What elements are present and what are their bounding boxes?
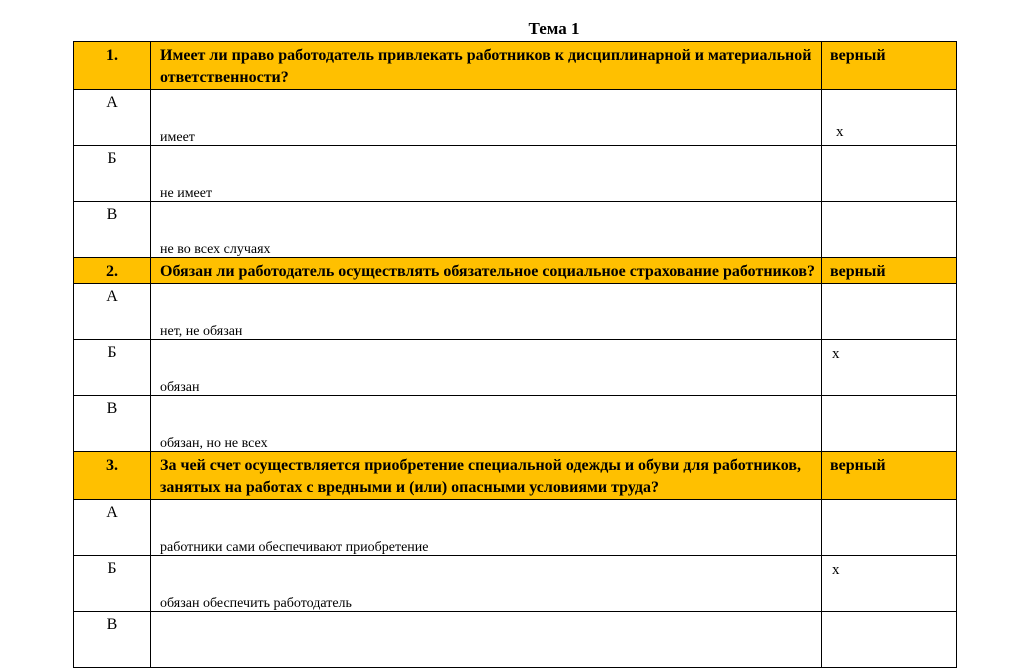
answer-cell (151, 90, 822, 146)
question-row-1 (74, 42, 957, 90)
answer-cell (151, 284, 822, 340)
answer-letter: А (74, 284, 151, 340)
answer-row (74, 556, 957, 612)
answer-letter: Б (74, 556, 151, 612)
question-number: 2. (74, 258, 151, 284)
correct-mark: х (832, 562, 840, 578)
answer-cell (151, 202, 822, 258)
answer-row (74, 500, 957, 556)
answer-mark-cell (822, 556, 957, 612)
correct-column-header: верный (822, 42, 957, 90)
answer-mark-cell (822, 146, 957, 202)
answer-row (74, 202, 957, 258)
answer-text: работники сами обеспечивают приобретение (160, 540, 429, 555)
answer-cell (151, 146, 822, 202)
answer-mark-cell (822, 396, 957, 452)
question-number: 3. (74, 452, 151, 500)
answer-letter: В (74, 202, 151, 258)
answer-letter: А (74, 500, 151, 556)
answer-row (74, 284, 957, 340)
question-text: Имеет ли право работодатель привлекать работников к дисциплинарной и материальной ответственности? (151, 42, 822, 90)
answer-letter: А (74, 90, 151, 146)
answer-text: имеет (160, 130, 195, 145)
correct-column-header: верный (822, 258, 957, 284)
answer-cell (151, 556, 822, 612)
answer-cell (151, 500, 822, 556)
answer-mark-cell (822, 612, 957, 668)
answer-row (74, 396, 957, 452)
answer-letter: Б (74, 146, 151, 202)
answer-text: обязан (160, 380, 200, 395)
answer-mark-cell (822, 340, 957, 396)
correct-mark: х (832, 346, 840, 362)
question-row-3 (74, 452, 957, 500)
answer-mark-cell (822, 500, 957, 556)
answer-text: обязан, но не всех (160, 436, 268, 451)
question-text: За чей счет осуществляется приобретение специальной одежды и обуви для работников, занятых на работах с вредными и (или) опасными условиями труда? (151, 452, 822, 500)
answer-text: обязан обеспечить работодатель (160, 596, 352, 611)
answer-cell (151, 340, 822, 396)
question-row-2 (74, 258, 957, 284)
answer-text: нет, не обязан (160, 324, 243, 339)
answer-mark-cell (822, 202, 957, 258)
answer-letter: В (74, 612, 151, 668)
correct-column-header: верный (822, 452, 957, 500)
page-title: Тема 1 (528, 19, 580, 38)
answer-row (74, 146, 957, 202)
answer-mark-cell (822, 90, 957, 146)
correct-mark: х (836, 124, 844, 140)
answer-cell (151, 612, 822, 668)
answer-row (74, 612, 957, 668)
quiz-table (73, 41, 957, 668)
answer-letter: В (74, 396, 151, 452)
answer-letter: Б (74, 340, 151, 396)
answer-text: не во всех случаях (160, 242, 271, 257)
question-number: 1. (74, 42, 151, 90)
answer-text: не имеет (160, 186, 213, 201)
answer-row (74, 90, 957, 146)
answer-row (74, 340, 957, 396)
question-text: Обязан ли работодатель осуществлять обязательное социальное страхование работников? (151, 258, 822, 284)
answer-mark-cell (822, 284, 957, 340)
answer-cell (151, 396, 822, 452)
